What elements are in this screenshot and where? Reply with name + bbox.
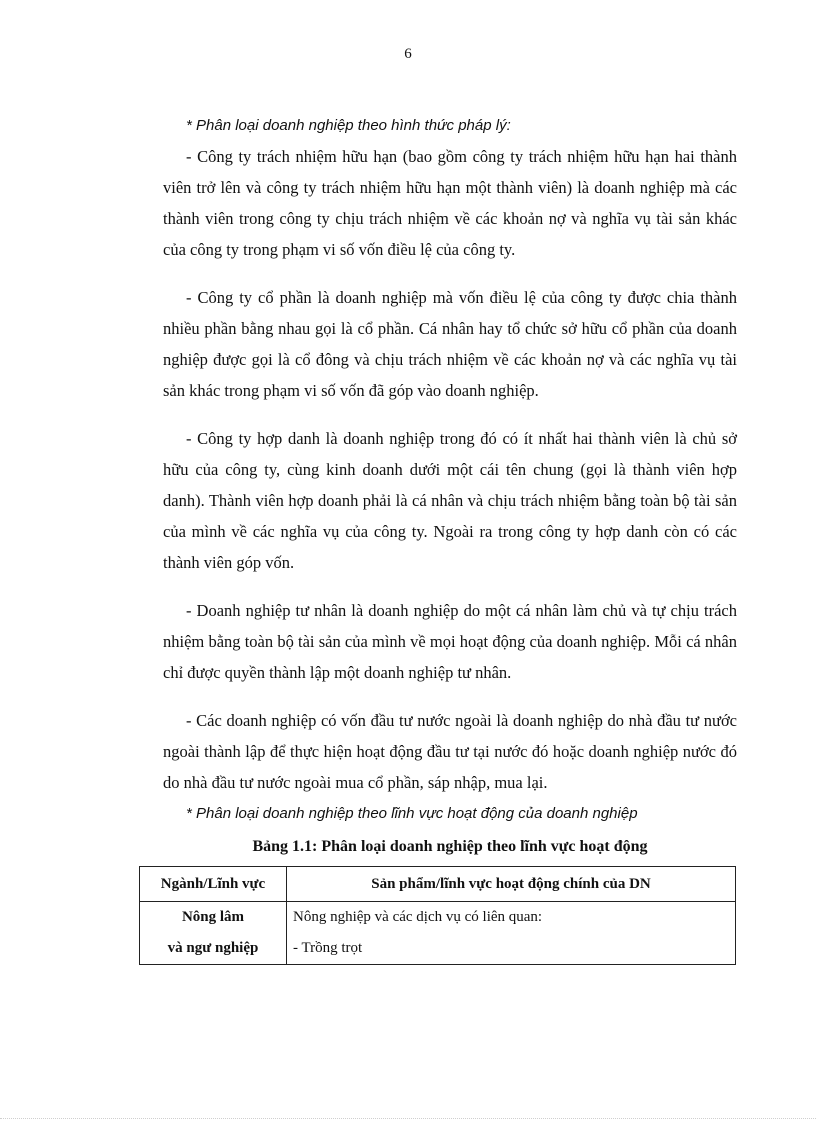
classification-table: [139, 866, 736, 965]
paragraph-partnership: - Công ty hợp danh là doanh nghiệp trong đó có ít nhất hai thành viên là chủ sở hữu của công ty, cùng kinh doanh dưới một cái tên chung (gọi là thành viên hợp danh). Thành viên hợp doanh phải là cá nhân và chịu trách nhiệm bằng toàn bộ tài sản của mình về các nghĩa vụ của công ty. Ngoài ra trong công ty hợp danh còn có các thành viên góp vốn.: [163, 429, 737, 572]
page-number: 6: [404, 46, 412, 62]
table-header-row: [140, 867, 736, 902]
paragraph-private-enterprise: - Doanh nghiệp tư nhân là doanh nghiệp do một cá nhân làm chủ và tự chịu trách nhiệm bằng toàn bộ tài sản của mình về mọi hoạt động của doanh nghiệp. Mỗi cá nhân chỉ được quyền thành lập một doanh nghiệp tư nhân.: [163, 601, 737, 682]
section-heading-legal-form: * Phân loại doanh nghiệp theo hình thức pháp lý:: [186, 117, 511, 134]
sector-line-1: Nông lâm: [181, 909, 245, 925]
document-body: [160, 110, 737, 965]
table-cell-activity: [287, 902, 736, 965]
page-bottom-rule: [0, 1118, 816, 1119]
paragraph-joint-stock: - Công ty cổ phần là doanh nghiệp mà vốn điều lệ của công ty được chia thành nhiều phần bằng nhau gọi là cổ phần. Cá nhân hay tổ chức sở hữu cổ phần của doanh nghiệp được gọi là cổ đông và chịu trách nhiệm về các khoản nợ và các nghĩa vụ tài sản khác trong phạm vi số vốn đã góp vào doanh nghiệp.: [163, 288, 737, 400]
table-cell-sector: [140, 902, 287, 965]
activity-line-1: Nông nghiệp và các dịch vụ có liên quan:: [293, 909, 543, 925]
section-heading-field: * Phân loại doanh nghiệp theo lĩnh vực hoạt động của doanh nghiệp: [186, 805, 638, 822]
sector-line-2: và ngư nghiệp: [167, 940, 259, 956]
table-header-activity: Sản phẩm/lĩnh vực hoạt động chính của DN: [287, 867, 736, 902]
table-row: [140, 902, 736, 965]
paragraph-foreign-invested: - Các doanh nghiệp có vốn đầu tư nước ngoài là doanh nghiệp do nhà đầu tư nước ngoài thành lập để thực hiện hoạt động đầu tư tại nước đó hoặc doanh nghiệp nước đó do nhà đầu tư nước ngoài mua cổ phần, sáp nhập, mua lại.: [163, 711, 737, 792]
paragraph-llc: - Công ty trách nhiệm hữu hạn (bao gồm công ty trách nhiệm hữu hạn hai thành viên trở lên và công ty trách nhiệm hữu hạn một thành viên) là doanh nghiệp mà các thành viên trong công ty chịu trách nhiệm về các khoản nợ và nghĩa vụ tài sản khác của công ty trong phạm vi số vốn điều lệ của công ty.: [163, 147, 737, 259]
table-caption: Bảng 1.1: Phân loại doanh nghiệp theo lĩnh vực hoạt động: [252, 838, 648, 855]
activity-line-2: - Trồng trọt: [293, 940, 363, 956]
table-header-sector: Ngành/Lĩnh vực: [140, 867, 287, 902]
